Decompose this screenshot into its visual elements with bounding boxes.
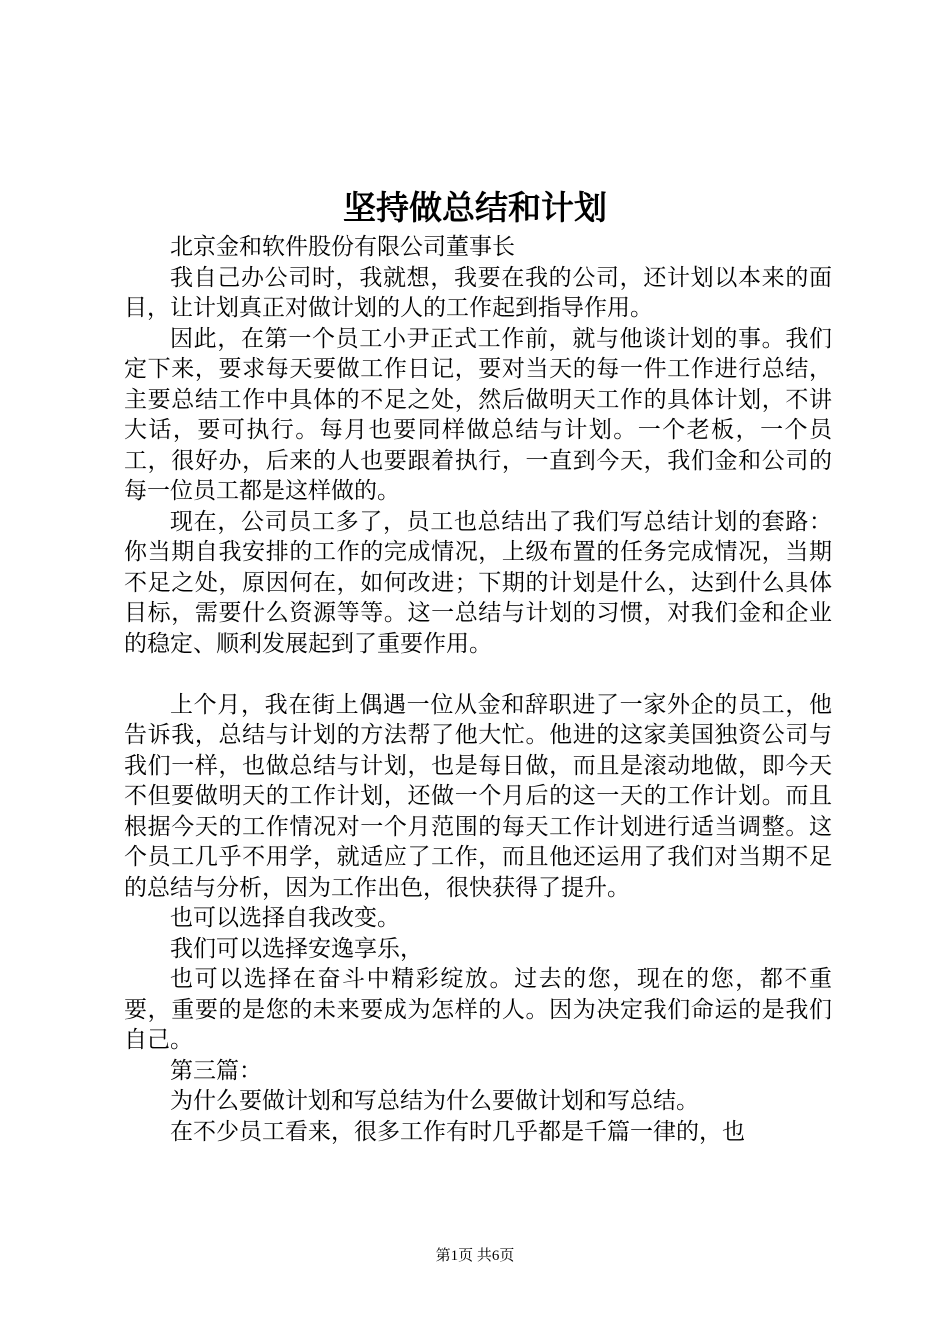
paragraph: 因此，在第一个员工小尹正式工作前，就与他谈计划的事。我们定下来，要求每天要做工作日记，要对当天的每一件工作进行总结，主要总结工作中具体的不足之处，然后做明天工作的具体计划，不讲大话，要可执行。每月也要同样做总结与计划。一个老板，一个员工，很好办，后来的人也要跟着执行，一直到今天，我们金和公司的每一位员工都是这样做的。 (124, 325, 832, 504)
blank-line (124, 659, 832, 690)
paragraph: 现在，公司员工多了，员工也总结出了我们写总结计划的套路：你当期自我安排的工作的完成情况，上级布置的任务完成情况，当期不足之处，原因何在，如何改进；下期的计划是什么，达到什么具体目标，需要什么资源等等。这一总结与计划的习惯，对我们金和企业的稳定、顺利发展起到了重要作用。 (124, 508, 832, 657)
paragraph: 我自己办公司时，我就想，我要在我的公司，还计划以本来的面目，让计划真正对做计划的人的工作起到指导作用。 (124, 264, 832, 321)
paragraph: 在不少员工看来，很多工作有时几乎都是千篇一律的，也 (170, 1118, 745, 1145)
document-title: 坚持做总结和计划 (343, 188, 607, 227)
author-line: 北京金和软件股份有限公司董事长 (170, 234, 515, 260)
document-body (124, 232, 832, 1147)
page-number-footer: 第1页 共6页 (435, 1248, 515, 1264)
section-heading: 第三篇： (170, 1057, 262, 1084)
paragraph: 上个月，我在街上偶遇一位从金和辞职进了一家外企的员工，他告诉我，总结与计划的方法帮了他大忙。他进的这家美国独资公司与我们一样，也做总结与计划，也是每日做，而且是滚动地做，即今天不但要做明天的工作计划，还做一个月后的这一天的工作计划。而且根据今天的工作情况对一个月范围的每天工作计划进行适当调整。这个员工几乎不用学，就适应了工作，而且他还运用了我们对当期不足的总结与分析，因为工作出色，很快获得了提升。 (124, 691, 832, 901)
paragraph: 我们可以选择安逸享乐， (170, 935, 423, 962)
paragraph: 也可以选择在奋斗中精彩绽放。过去的您，现在的您，都不重要，重要的是您的未来要成为怎样的人。因为决定我们命运的是我们自己。 (124, 966, 832, 1053)
paragraph: 为什么要做计划和写总结为什么要做计划和写总结。 (170, 1088, 699, 1114)
paragraph: 也可以选择自我改变。 (170, 905, 400, 931)
